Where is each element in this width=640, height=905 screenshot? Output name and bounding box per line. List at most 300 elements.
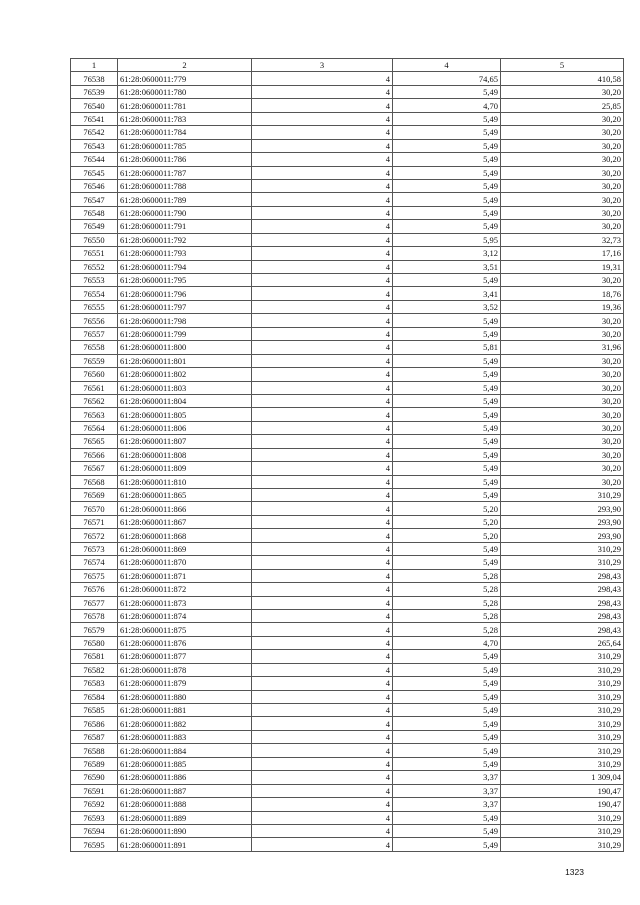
area-cell: 5,20 [393,529,501,542]
table-row [71,569,624,582]
cadastral-number-cell: 61:28:0600011:873 [118,596,252,609]
code-cell: 4 [252,583,393,596]
column-header-2: 2 [118,59,252,72]
value-cell: 30,20 [501,193,624,206]
row-number-cell: 76573 [71,542,118,555]
row-number-cell: 76578 [71,609,118,622]
column-header-5: 5 [501,59,624,72]
value-cell: 30,20 [501,85,624,98]
row-number-cell: 76590 [71,771,118,784]
area-cell: 5,49 [393,448,501,461]
value-cell: 31,96 [501,341,624,354]
area-cell: 3,12 [393,247,501,260]
value-cell: 298,43 [501,609,624,622]
table-row [71,206,624,219]
row-number-cell: 76544 [71,153,118,166]
table-row [71,583,624,596]
code-cell: 4 [252,784,393,797]
row-number-cell: 76568 [71,475,118,488]
table-row [71,824,624,837]
row-number-cell: 76548 [71,206,118,219]
table-row [71,798,624,811]
table-row [71,462,624,475]
cadastral-number-cell: 61:28:0600011:785 [118,139,252,152]
value-cell: 310,29 [501,730,624,743]
code-cell: 4 [252,542,393,555]
code-cell: 4 [252,489,393,502]
area-cell: 74,65 [393,72,501,85]
row-number-cell: 76539 [71,85,118,98]
row-number-cell: 76587 [71,730,118,743]
area-cell: 5,49 [393,730,501,743]
column-header-4: 4 [393,59,501,72]
row-number-cell: 76567 [71,462,118,475]
cadastral-number-cell: 61:28:0600011:781 [118,99,252,112]
value-cell: 30,20 [501,421,624,434]
cadastral-number-cell: 61:28:0600011:868 [118,529,252,542]
value-cell: 265,64 [501,636,624,649]
area-cell: 4,70 [393,99,501,112]
area-cell: 5,49 [393,690,501,703]
row-number-cell: 76591 [71,784,118,797]
code-cell: 4 [252,824,393,837]
code-cell: 4 [252,220,393,233]
code-cell: 4 [252,126,393,139]
column-header-3: 3 [252,59,393,72]
cadastral-number-cell: 61:28:0600011:789 [118,193,252,206]
table-row [71,609,624,622]
cadastral-number-cell: 61:28:0600011:889 [118,811,252,824]
code-cell: 4 [252,798,393,811]
value-cell: 25,85 [501,99,624,112]
code-cell: 4 [252,556,393,569]
code-cell: 4 [252,260,393,273]
table-row [71,515,624,528]
table-row [71,314,624,327]
code-cell: 4 [252,233,393,246]
area-cell: 5,49 [393,421,501,434]
table-row [71,408,624,421]
area-cell: 5,49 [393,489,501,502]
code-cell: 4 [252,475,393,488]
table-row [71,421,624,434]
code-cell: 4 [252,623,393,636]
area-cell: 5,49 [393,166,501,179]
code-cell: 4 [252,166,393,179]
cadastral-number-cell: 61:28:0600011:870 [118,556,252,569]
area-cell: 5,49 [393,220,501,233]
value-cell: 298,43 [501,596,624,609]
table-row [71,327,624,340]
value-cell: 310,29 [501,690,624,703]
value-cell: 310,29 [501,757,624,770]
code-cell: 4 [252,247,393,260]
area-cell: 5,81 [393,341,501,354]
row-number-cell: 76577 [71,596,118,609]
area-cell: 5,49 [393,354,501,367]
value-cell: 30,20 [501,179,624,192]
row-number-cell: 76562 [71,394,118,407]
table-row [71,771,624,784]
code-cell: 4 [252,421,393,434]
table-row [71,220,624,233]
table-row [71,838,624,851]
value-cell: 30,20 [501,327,624,340]
value-cell: 310,29 [501,650,624,663]
cadastral-number-cell: 61:28:0600011:800 [118,341,252,354]
row-number-cell: 76595 [71,838,118,851]
value-cell: 410,58 [501,72,624,85]
cadastral-number-cell: 61:28:0600011:877 [118,650,252,663]
value-cell: 310,29 [501,663,624,676]
cadastral-number-cell: 61:28:0600011:784 [118,126,252,139]
cadastral-number-cell: 61:28:0600011:876 [118,636,252,649]
code-cell: 4 [252,448,393,461]
value-cell: 30,20 [501,435,624,448]
area-cell: 5,49 [393,542,501,555]
table-row [71,704,624,717]
value-cell: 32,73 [501,233,624,246]
row-number-cell: 76546 [71,179,118,192]
table-row [71,744,624,757]
area-cell: 5,49 [393,314,501,327]
area-cell: 5,49 [393,179,501,192]
cadastral-number-cell: 61:28:0600011:803 [118,381,252,394]
value-cell: 19,31 [501,260,624,273]
table-row [71,72,624,85]
code-cell: 4 [252,717,393,730]
row-number-cell: 76572 [71,529,118,542]
value-cell: 30,20 [501,206,624,219]
cadastral-number-cell: 61:28:0600011:795 [118,274,252,287]
area-cell: 5,49 [393,744,501,757]
area-cell: 5,49 [393,556,501,569]
row-number-cell: 76565 [71,435,118,448]
row-number-cell: 76589 [71,757,118,770]
row-number-cell: 76553 [71,274,118,287]
code-cell: 4 [252,811,393,824]
value-cell: 310,29 [501,824,624,837]
table-row [71,394,624,407]
cadastral-number-cell: 61:28:0600011:801 [118,354,252,367]
area-cell: 3,52 [393,300,501,313]
code-cell: 4 [252,85,393,98]
table-row [71,153,624,166]
row-number-cell: 76549 [71,220,118,233]
cadastral-number-cell: 61:28:0600011:867 [118,515,252,528]
row-number-cell: 76540 [71,99,118,112]
area-cell: 5,49 [393,394,501,407]
table-row [71,650,624,663]
cadastral-number-cell: 61:28:0600011:797 [118,300,252,313]
row-number-cell: 76566 [71,448,118,461]
area-cell: 5,49 [393,757,501,770]
value-cell: 298,43 [501,569,624,582]
cadastral-number-cell: 61:28:0600011:802 [118,368,252,381]
cadastral-number-cell: 61:28:0600011:793 [118,247,252,260]
row-number-cell: 76563 [71,408,118,421]
table-row [71,717,624,730]
area-cell: 5,28 [393,596,501,609]
code-cell: 4 [252,408,393,421]
cadastral-number-cell: 61:28:0600011:872 [118,583,252,596]
table-row [71,193,624,206]
table-body [71,72,624,851]
value-cell: 30,20 [501,408,624,421]
column-header-1: 1 [71,59,118,72]
cadastral-number-cell: 61:28:0600011:809 [118,462,252,475]
value-cell: 298,43 [501,583,624,596]
value-cell: 19,36 [501,300,624,313]
area-cell: 5,49 [393,717,501,730]
code-cell: 4 [252,569,393,582]
cadastral-number-cell: 61:28:0600011:796 [118,287,252,300]
area-cell: 5,49 [393,206,501,219]
code-cell: 4 [252,650,393,663]
row-number-cell: 76583 [71,677,118,690]
area-cell: 5,49 [393,838,501,851]
area-cell: 5,28 [393,569,501,582]
value-cell: 30,20 [501,368,624,381]
cadastral-number-cell: 61:28:0600011:788 [118,179,252,192]
page-number: 1323 [565,867,584,877]
table-row [71,112,624,125]
cadastral-number-cell: 61:28:0600011:804 [118,394,252,407]
code-cell: 4 [252,690,393,703]
code-cell: 4 [252,139,393,152]
cadastral-number-cell: 61:28:0600011:783 [118,112,252,125]
row-number-cell: 76588 [71,744,118,757]
area-cell: 5,49 [393,368,501,381]
code-cell: 4 [252,677,393,690]
code-cell: 4 [252,153,393,166]
cadastral-number-cell: 61:28:0600011:883 [118,730,252,743]
value-cell: 298,43 [501,623,624,636]
row-number-cell: 76581 [71,650,118,663]
cadastral-number-cell: 61:28:0600011:885 [118,757,252,770]
row-number-cell: 76547 [71,193,118,206]
row-number-cell: 76586 [71,717,118,730]
value-cell: 30,20 [501,475,624,488]
row-number-cell: 76555 [71,300,118,313]
area-cell: 5,49 [393,85,501,98]
code-cell: 4 [252,529,393,542]
value-cell: 30,20 [501,220,624,233]
code-cell: 4 [252,515,393,528]
row-number-cell: 76593 [71,811,118,824]
code-cell: 4 [252,354,393,367]
table-row [71,489,624,502]
cadastral-number-cell: 61:28:0600011:866 [118,502,252,515]
code-cell: 4 [252,341,393,354]
table-row [71,381,624,394]
value-cell: 310,29 [501,744,624,757]
row-number-cell: 76570 [71,502,118,515]
value-cell: 30,20 [501,274,624,287]
table-row [71,99,624,112]
value-cell: 310,29 [501,838,624,851]
code-cell: 4 [252,609,393,622]
code-cell: 4 [252,502,393,515]
cadastral-number-cell: 61:28:0600011:887 [118,784,252,797]
code-cell: 4 [252,704,393,717]
cadastral-number-cell: 61:28:0600011:806 [118,421,252,434]
area-cell: 3,37 [393,784,501,797]
value-cell: 293,90 [501,515,624,528]
cadastral-number-cell: 61:28:0600011:875 [118,623,252,636]
area-cell: 3,41 [393,287,501,300]
code-cell: 4 [252,179,393,192]
area-cell: 5,49 [393,112,501,125]
table-row [71,179,624,192]
cadastral-number-cell: 61:28:0600011:878 [118,663,252,676]
cadastral-number-cell: 61:28:0600011:869 [118,542,252,555]
value-cell: 30,20 [501,126,624,139]
table-row [71,139,624,152]
table-row [71,596,624,609]
row-number-cell: 76545 [71,166,118,179]
row-number-cell: 76584 [71,690,118,703]
cadastral-number-cell: 61:28:0600011:879 [118,677,252,690]
table-row [71,811,624,824]
code-cell: 4 [252,462,393,475]
cadastral-number-cell: 61:28:0600011:886 [118,771,252,784]
code-cell: 4 [252,193,393,206]
value-cell: 30,20 [501,153,624,166]
cadastral-number-cell: 61:28:0600011:791 [118,220,252,233]
value-cell: 30,20 [501,381,624,394]
cadastral-number-cell: 61:28:0600011:881 [118,704,252,717]
code-cell: 4 [252,72,393,85]
area-cell: 5,49 [393,408,501,421]
table-row [71,556,624,569]
table-row [71,502,624,515]
cadastral-number-cell: 61:28:0600011:780 [118,85,252,98]
table-row [71,435,624,448]
area-cell: 5,28 [393,623,501,636]
row-number-cell: 76569 [71,489,118,502]
area-cell: 5,49 [393,153,501,166]
table-row [71,784,624,797]
value-cell: 293,90 [501,529,624,542]
area-cell: 5,49 [393,704,501,717]
cadastral-number-cell: 61:28:0600011:810 [118,475,252,488]
cadastral-number-cell: 61:28:0600011:865 [118,489,252,502]
row-number-cell: 76557 [71,327,118,340]
area-cell: 5,95 [393,233,501,246]
row-number-cell: 76564 [71,421,118,434]
cadastral-number-cell: 61:28:0600011:792 [118,233,252,246]
table-row [71,247,624,260]
table-row [71,448,624,461]
code-cell: 4 [252,771,393,784]
area-cell: 5,49 [393,663,501,676]
value-cell: 17,16 [501,247,624,260]
value-cell: 30,20 [501,448,624,461]
value-cell: 310,29 [501,717,624,730]
cadastral-number-cell: 61:28:0600011:779 [118,72,252,85]
row-number-cell: 76560 [71,368,118,381]
value-cell: 30,20 [501,394,624,407]
cadastral-number-cell: 61:28:0600011:786 [118,153,252,166]
row-number-cell: 76580 [71,636,118,649]
table-row [71,287,624,300]
value-cell: 310,29 [501,542,624,555]
cadastral-number-cell: 61:28:0600011:871 [118,569,252,582]
area-cell: 3,37 [393,798,501,811]
area-cell: 4,70 [393,636,501,649]
row-number-cell: 76579 [71,623,118,636]
table-row [71,677,624,690]
table-row [71,757,624,770]
value-cell: 310,29 [501,489,624,502]
area-cell: 5,49 [393,462,501,475]
value-cell: 30,20 [501,462,624,475]
area-cell: 5,49 [393,677,501,690]
cadastral-number-cell: 61:28:0600011:790 [118,206,252,219]
cadastral-number-cell: 61:28:0600011:798 [118,314,252,327]
area-cell: 5,20 [393,515,501,528]
table-row [71,529,624,542]
value-cell: 30,20 [501,166,624,179]
cadastral-number-cell: 61:28:0600011:874 [118,609,252,622]
area-cell: 5,28 [393,583,501,596]
cadastral-number-cell: 61:28:0600011:890 [118,824,252,837]
row-number-cell: 76574 [71,556,118,569]
code-cell: 4 [252,394,393,407]
cadastral-number-cell: 61:28:0600011:891 [118,838,252,851]
code-cell: 4 [252,287,393,300]
value-cell: 30,20 [501,112,624,125]
code-cell: 4 [252,435,393,448]
row-number-cell: 76575 [71,569,118,582]
code-cell: 4 [252,636,393,649]
code-cell: 4 [252,368,393,381]
area-cell: 5,49 [393,327,501,340]
code-cell: 4 [252,314,393,327]
code-cell: 4 [252,112,393,125]
value-cell: 30,20 [501,139,624,152]
area-cell: 5,49 [393,475,501,488]
table-row [71,663,624,676]
code-cell: 4 [252,744,393,757]
value-cell: 310,29 [501,704,624,717]
row-number-cell: 76543 [71,139,118,152]
table-row [71,85,624,98]
area-cell: 5,49 [393,193,501,206]
table-row [71,368,624,381]
table-row [71,341,624,354]
value-cell: 293,90 [501,502,624,515]
row-number-cell: 76550 [71,233,118,246]
row-number-cell: 76541 [71,112,118,125]
table-row [71,623,624,636]
row-number-cell: 76582 [71,663,118,676]
header-row [71,59,624,72]
code-cell: 4 [252,99,393,112]
table-row [71,542,624,555]
area-cell: 5,20 [393,502,501,515]
cadastral-number-cell: 61:28:0600011:808 [118,448,252,461]
table-row [71,233,624,246]
row-number-cell: 76554 [71,287,118,300]
row-number-cell: 76561 [71,381,118,394]
cadastral-number-cell: 61:28:0600011:787 [118,166,252,179]
row-number-cell: 76576 [71,583,118,596]
value-cell: 310,29 [501,677,624,690]
value-cell: 1 309,04 [501,771,624,784]
value-cell: 30,20 [501,354,624,367]
